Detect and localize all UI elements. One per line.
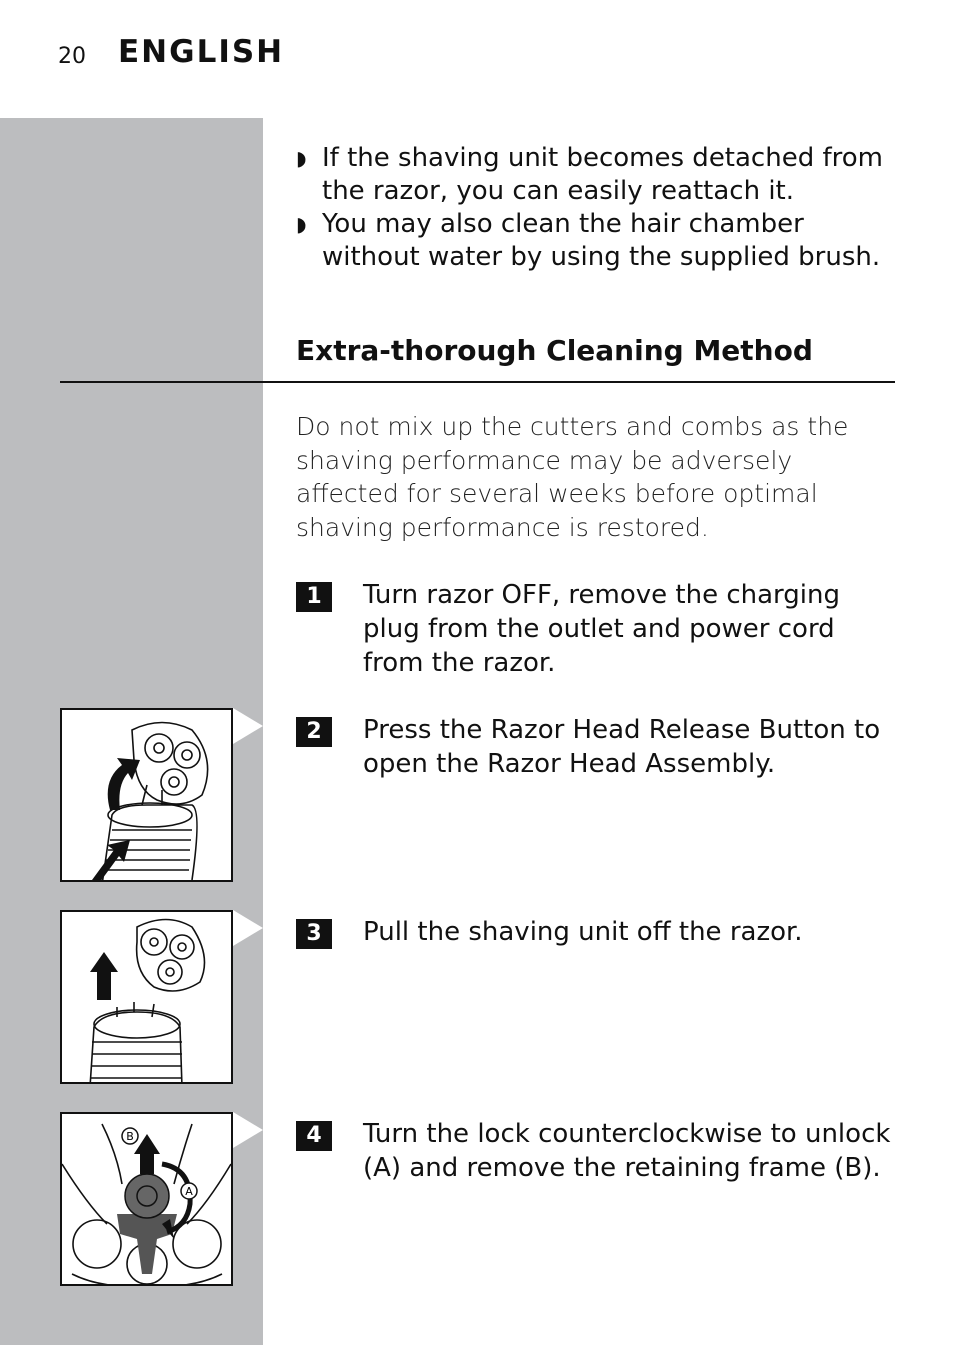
razor-open-illustration (60, 708, 233, 882)
step-number: 3 (296, 919, 332, 949)
page-number: 20 (58, 44, 86, 69)
lock-frame-illustration (60, 1112, 233, 1286)
section-divider (60, 381, 895, 383)
label-b: B (126, 1130, 134, 1143)
bullet-icon: ◗ (296, 146, 307, 170)
intro-paragraph: Do not mix up the cutters and combs as the shaving performance may be adversely affected for several weeks before optimal shaving performance is restored. (296, 412, 849, 542)
bullet-item (296, 208, 906, 274)
step-text: Turn razor OFF, remove the charging plug from the outlet and power cord from the razor. (363, 580, 841, 678)
step-text: Turn the lock counterclockwise to unlock (A) and remove the retaining frame (B). (363, 1119, 891, 1183)
section-title: Extra-thorough Cleaning Method (296, 334, 813, 367)
pull-unit-illustration (60, 910, 233, 1084)
bullet-list (296, 142, 906, 274)
bullet-text: If the shaving unit becomes detached from the razor, you can easily reattach it. (322, 143, 883, 206)
step-text: Press the Razor Head Release Button to open the Razor Head Assembly. (363, 715, 881, 779)
step-number: 1 (296, 582, 332, 612)
bullet-icon: ◗ (296, 212, 307, 236)
step-number: 2 (296, 717, 332, 747)
bullet-text: You may also clean the hair chamber without water by using the supplied brush. (322, 209, 881, 272)
step-text: Pull the shaving unit off the razor. (363, 917, 803, 947)
pointer-arrow (233, 708, 263, 744)
label-a: A (185, 1185, 193, 1198)
bullet-item (296, 142, 906, 208)
step-number: 4 (296, 1121, 332, 1151)
pointer-arrow (233, 910, 263, 946)
language-heading: ENGLISH (118, 34, 285, 70)
pointer-arrow (233, 1112, 263, 1148)
